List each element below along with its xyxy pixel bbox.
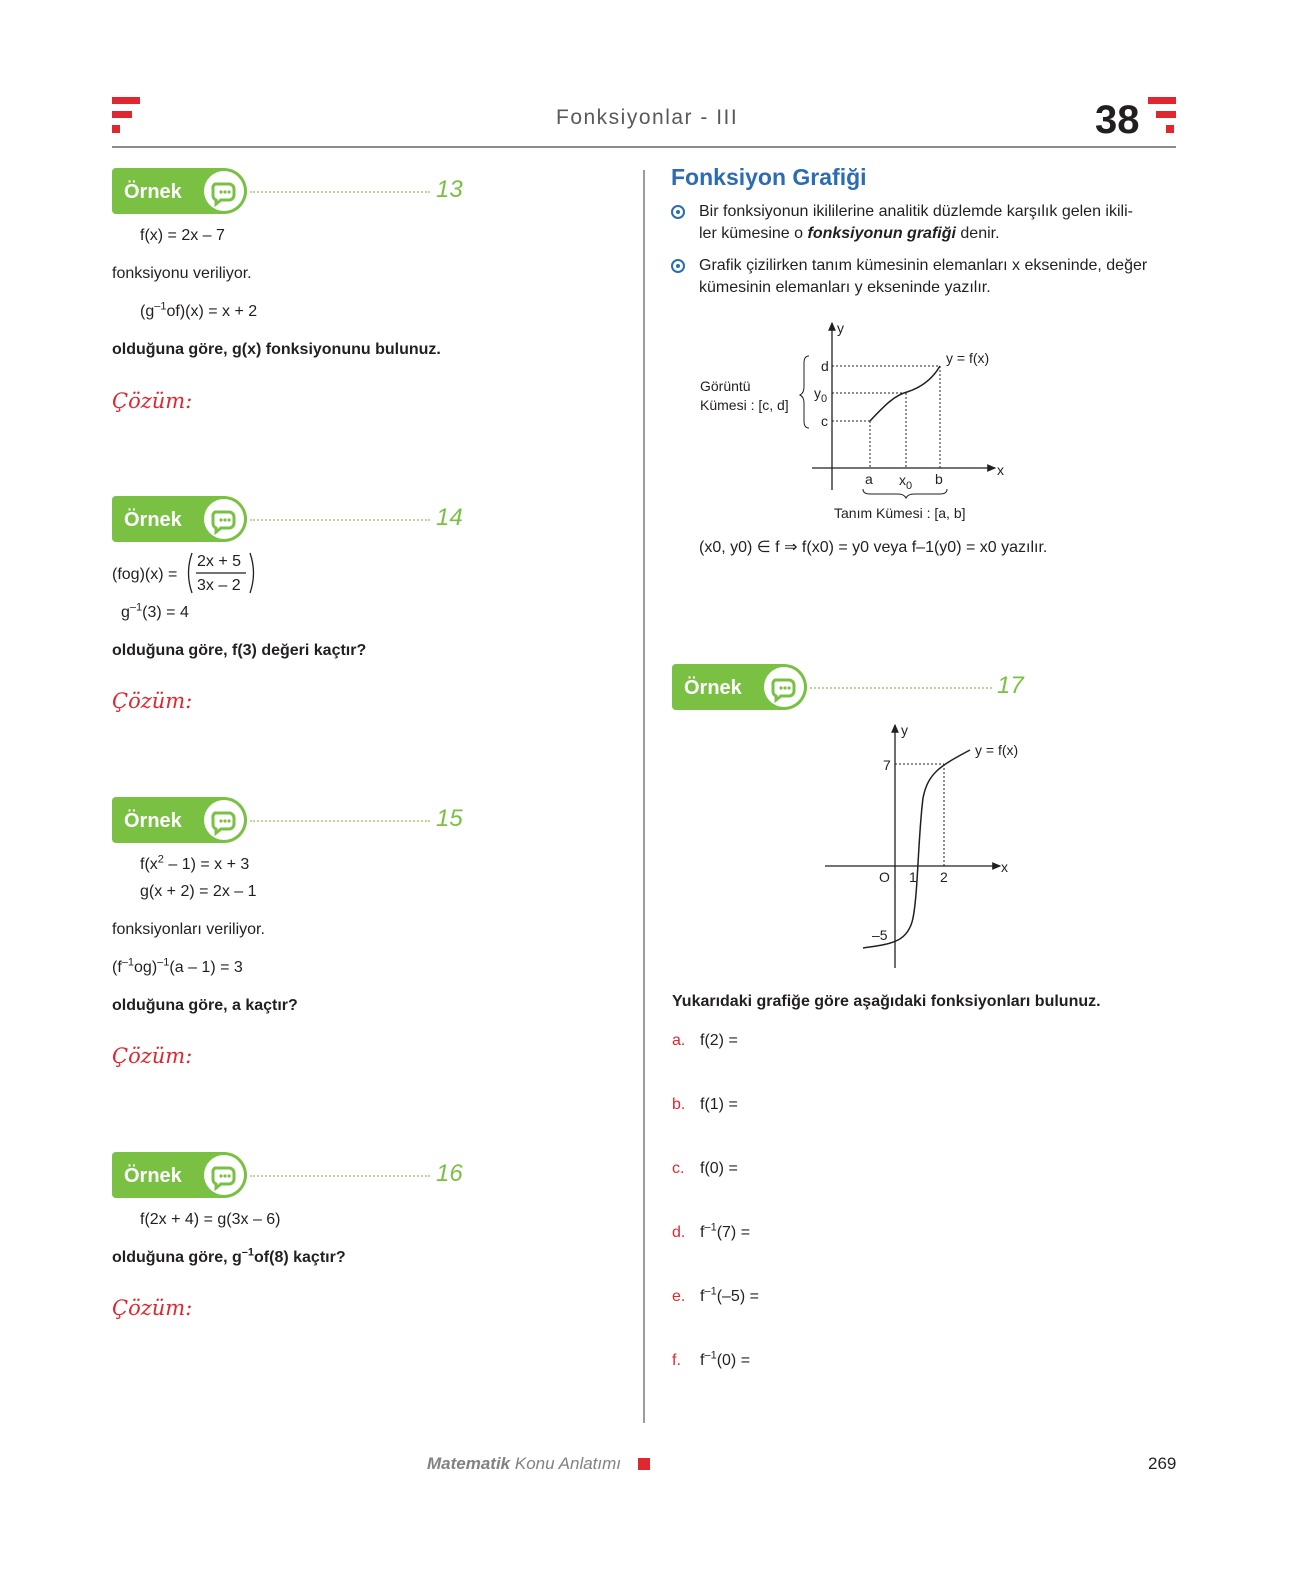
tick-7: 7 (883, 757, 891, 773)
tick-x0: $x_0$ (899, 472, 913, 492)
solution-label: Çözüm: (112, 1296, 193, 1320)
item-superscript: –1 (704, 1349, 717, 1362)
tick-b: b (935, 471, 943, 487)
equation-lhs: (fog)(x) = (112, 566, 178, 583)
tick-c: c (821, 413, 828, 429)
speech-bubble-icon (204, 171, 244, 211)
domain-brace (863, 489, 947, 498)
relation-statement: (x0, y0) ∈ f ⇒ f(x0) = y0 veya f–1(y0) = x0 yazılır. (699, 539, 1048, 556)
domain-label: Tanım Kümesi : [a, b] (834, 505, 966, 521)
tick-1: 1 (909, 869, 917, 885)
list-item (672, 1159, 738, 1179)
function-graph-diagram (690, 315, 1020, 530)
badge-label: Örnek (684, 677, 742, 699)
equation: $(f^{-1}og)^{-1}(a - 1) = 3$ (112, 956, 243, 976)
speech-bubble-icon (204, 1155, 244, 1195)
question: olduğuna göre, f(3) değeri kaçtır? (112, 642, 367, 659)
equation: f(x) = 2x – 7 (140, 227, 225, 244)
badge-label: Örnek (124, 509, 182, 531)
x-axis-label: x (997, 462, 1004, 478)
footer-title: Matematik Konu Anlatımı (427, 1454, 622, 1473)
item-letter: a. (672, 1032, 686, 1049)
item-expression: f (700, 1288, 705, 1305)
origin-label: O (879, 869, 890, 885)
section-title: Fonksiyon Grafiği (671, 164, 867, 190)
item-expression: f (700, 1352, 705, 1369)
header-divider (112, 146, 1176, 148)
speech-bubble-icon (764, 667, 804, 707)
solution-label: Çözüm: (112, 689, 193, 713)
item-letter: d. (672, 1224, 686, 1241)
question: olduğuna göre, a kaçtır? (112, 997, 298, 1014)
header-logo-right (1146, 97, 1176, 137)
speech-bubble-icon (204, 499, 244, 539)
bullet-text: Bir fonksiyonun ikililerine analitik düzlemde karşılık gelen ikili- ler kümesine o fonksiyonun grafiği denir. (699, 203, 1133, 242)
fraction (186, 550, 256, 596)
question: Yukarıdaki grafiğe göre aşağıdaki fonksiyonları bulunuz. (672, 993, 1101, 1010)
logo-icon (1146, 97, 1176, 137)
item-expression-rest: (7) = (716, 1224, 751, 1241)
list-item (672, 1351, 750, 1371)
example-number: 15 (436, 805, 463, 832)
badge-dotted-line (250, 1175, 430, 1177)
item-superscript: –1 (704, 1221, 717, 1234)
item-expression: f (700, 1224, 705, 1241)
header-logo-left (112, 97, 142, 137)
example-badge (112, 168, 247, 214)
function-curve (863, 750, 970, 948)
item-expression-rest: (0) = (716, 1352, 751, 1369)
badge-label: Örnek (124, 181, 182, 203)
badge-dotted-line (250, 820, 430, 822)
badge-dotted-line (250, 519, 430, 521)
badge-dotted-line (810, 687, 992, 689)
column-divider (643, 170, 645, 1423)
tick-y0: $y_0$ (814, 385, 828, 405)
range-label: Kümesi : [c, d] (700, 397, 789, 413)
denominator: 3x – 2 (197, 577, 241, 594)
list-item (672, 1287, 759, 1307)
curve-label: y = f(x) (975, 742, 1019, 758)
equation: $(g^{-1}of)(x) = x + 2$ (140, 300, 258, 320)
example-number: 14 (436, 504, 463, 531)
badge-dotted-line (250, 191, 430, 193)
y-axis-label: y (901, 722, 908, 738)
item-letter: b. (672, 1096, 686, 1113)
logo-icon (112, 97, 142, 137)
equation: $f(x^2 - 1) = x + 3$ (140, 853, 250, 873)
example-number: 13 (436, 176, 463, 203)
item-letter: c. (672, 1160, 685, 1177)
badge-label: Örnek (124, 810, 182, 832)
item-letter: f. (672, 1352, 681, 1369)
tick-a: a (865, 471, 873, 487)
item-expression-rest: (–5) = (716, 1288, 759, 1305)
tick-2: 2 (940, 869, 948, 885)
statement: fonksiyonları veriliyor. (112, 921, 265, 938)
speech-bubble-icon (204, 800, 244, 840)
badge-label: Örnek (124, 1165, 182, 1187)
example-badge (112, 1152, 247, 1198)
bullet-text: Grafik çizilirken tanım kümesinin elemanları x ekseninde, değer kümesinin elemanları y ekseninde yazılır. (699, 257, 1148, 296)
question: olduğuna göre, g(x) fonksiyonunu bulunuz. (112, 341, 441, 358)
curve-label: y = f(x) (946, 350, 990, 366)
item-expression: f(1) = (700, 1096, 738, 1113)
item-expression: f(2) = (700, 1032, 738, 1049)
equation: $g^{-1}(3) = 4$ (121, 601, 189, 621)
unit-number: 38 (1095, 98, 1140, 142)
function-graph-17 (820, 718, 1035, 973)
item-expression: f(0) = (700, 1160, 738, 1177)
bullet-icon (671, 205, 685, 219)
page-header-title: Fonksiyonlar - III (556, 106, 739, 129)
example-number: 16 (436, 1160, 463, 1187)
x-axis-label: x (1001, 859, 1008, 875)
solution-label: Çözüm: (112, 389, 193, 413)
bullet-icon (671, 259, 685, 273)
example-number: 17 (997, 672, 1024, 699)
item-superscript: –1 (704, 1285, 717, 1298)
list-item (672, 1095, 738, 1115)
range-brace (800, 356, 809, 428)
tick-d: d (821, 358, 829, 374)
question: olduğuna göre, $g^{-1}of(8)$ kaçtır? (112, 1246, 346, 1266)
solution-label: Çözüm: (112, 1044, 193, 1068)
numerator: 2x + 5 (197, 553, 242, 570)
tick-minus-5: –5 (872, 927, 888, 943)
y-axis-label: y (837, 320, 844, 336)
list-item (672, 1031, 738, 1051)
example-badge (112, 496, 247, 542)
range-label: Görüntü (700, 378, 751, 394)
statement: fonksiyonu veriliyor. (112, 265, 252, 282)
example-badge (672, 664, 807, 710)
equation: g(x + 2) = 2x – 1 (140, 883, 257, 900)
list-item (672, 1223, 750, 1243)
page-number: 269 (1148, 1454, 1177, 1473)
footer-square-icon (638, 1458, 650, 1470)
example-badge (112, 797, 247, 843)
item-letter: e. (672, 1288, 686, 1305)
equation: f(2x + 4) = g(3x – 6) (140, 1211, 281, 1228)
